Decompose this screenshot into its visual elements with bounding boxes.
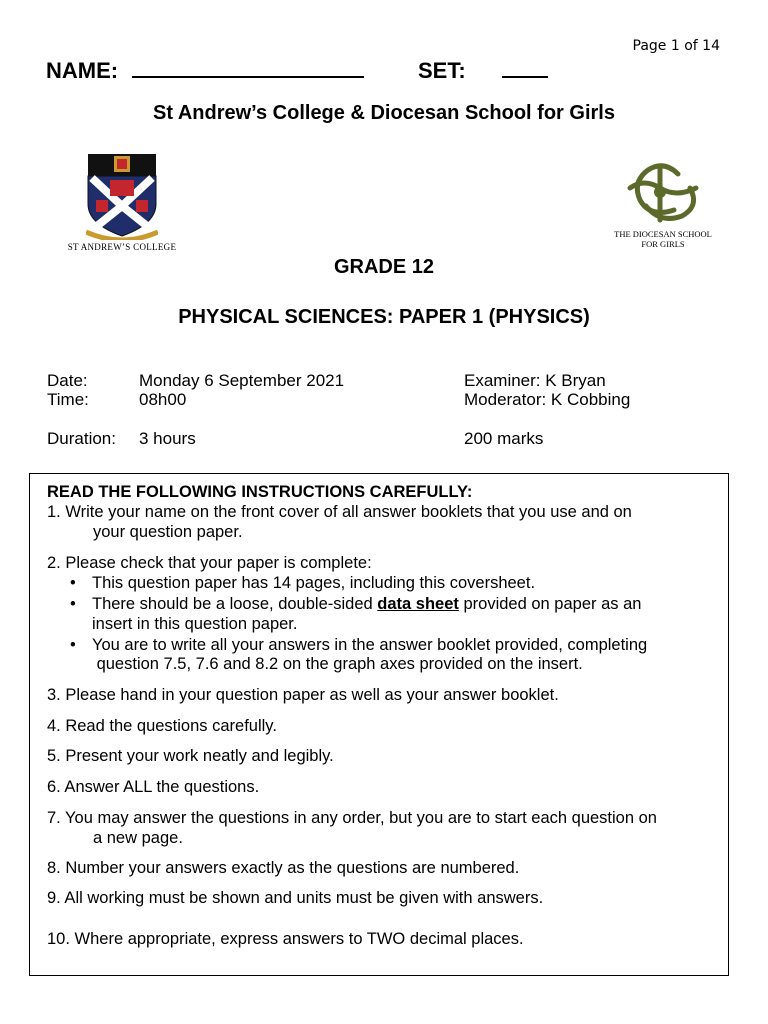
bullet-2-line2: insert in this question paper. bbox=[92, 615, 298, 633]
bullet-3-line1: You are to write all your answers in the answer booklet provided, completing bbox=[92, 636, 648, 654]
dsg-monogram-icon bbox=[620, 158, 706, 230]
total-marks: 200 marks bbox=[464, 429, 544, 448]
dsg-label-line2: FOR GIRLS bbox=[641, 239, 685, 249]
bullet-dot: • bbox=[70, 595, 76, 613]
set-field bbox=[418, 58, 548, 84]
bullet-dot: • bbox=[70, 636, 76, 654]
examiner: Examiner: K Bryan bbox=[464, 371, 606, 390]
instructions-heading: READ THE FOLLOWING INSTRUCTIONS CAREFULLY: bbox=[47, 483, 473, 501]
instruction-5: 5. Present your work neatly and legibly. bbox=[47, 747, 334, 765]
instruction-3: 3. Please hand in your question paper as well as your answer booklet. bbox=[47, 686, 559, 704]
data-sheet-emphasis: data sheet bbox=[377, 595, 459, 613]
dsg-label-line1: THE DIOCESAN SCHOOL bbox=[614, 229, 712, 239]
instruction-7-line2: a new page. bbox=[93, 829, 183, 847]
instruction-1-line1: 1. Write your name on the front cover of all answer booklets that you use and on bbox=[47, 503, 632, 521]
date-value: Monday 6 September 2021 bbox=[139, 371, 345, 390]
instruction-6: 6. Answer ALL the questions. bbox=[47, 778, 260, 796]
instruction-9: 9. All working must be shown and units must be given with answers. bbox=[47, 889, 544, 907]
instruction-1-line2: your question paper. bbox=[93, 523, 243, 541]
date-label: Date: bbox=[47, 371, 88, 390]
bullet-2-pre: There should be a loose, double-sided bbox=[92, 595, 378, 613]
duration-value: 3 hours bbox=[139, 429, 196, 448]
name-field bbox=[46, 58, 364, 84]
bullet-1-text: This question paper has 14 pages, including this coversheet. bbox=[92, 574, 536, 592]
instruction-2: 2. Please check that your paper is complete: bbox=[47, 554, 372, 572]
set-blank-line bbox=[502, 58, 548, 78]
dsg-label bbox=[608, 229, 718, 249]
name-label: NAME: bbox=[46, 58, 119, 83]
name-blank-line bbox=[132, 58, 364, 78]
school-title: St Andrew’s College & Diocesan School for Girls bbox=[153, 102, 615, 124]
moderator: Moderator: K Cobbing bbox=[464, 390, 631, 409]
instruction-7-line1: 7. You may answer the questions in any order, but you are to start each question on bbox=[47, 809, 657, 827]
bullet-dot: • bbox=[70, 574, 76, 592]
paper-heading: PHYSICAL SCIENCES: PAPER 1 (PHYSICS) bbox=[178, 306, 590, 328]
instruction-8: 8. Number your answers exactly as the questions are numbered. bbox=[47, 859, 520, 877]
grade-heading: GRADE 12 bbox=[333, 256, 435, 278]
bullet-2-text bbox=[92, 594, 722, 614]
duration-label: Duration: bbox=[47, 429, 116, 448]
bullet-3-line2: question 7.5, 7.6 and 8.2 on the graph axes provided on the insert. bbox=[92, 655, 583, 673]
bullet-2-post: provided on paper as an bbox=[458, 595, 642, 613]
set-label: SET: bbox=[418, 58, 466, 83]
page-number: Page 1 of 14 bbox=[632, 38, 720, 54]
instruction-4: 4. Read the questions carefully. bbox=[47, 717, 277, 735]
instruction-10: 10. Where appropriate, express answers to TWO decimal places. bbox=[47, 930, 524, 948]
time-value: 08h00 bbox=[139, 390, 187, 409]
st-andrews-crest-icon bbox=[86, 152, 158, 240]
st-andrews-label: ST ANDREW’S COLLEGE bbox=[67, 242, 177, 252]
time-label: Time: bbox=[47, 390, 89, 409]
